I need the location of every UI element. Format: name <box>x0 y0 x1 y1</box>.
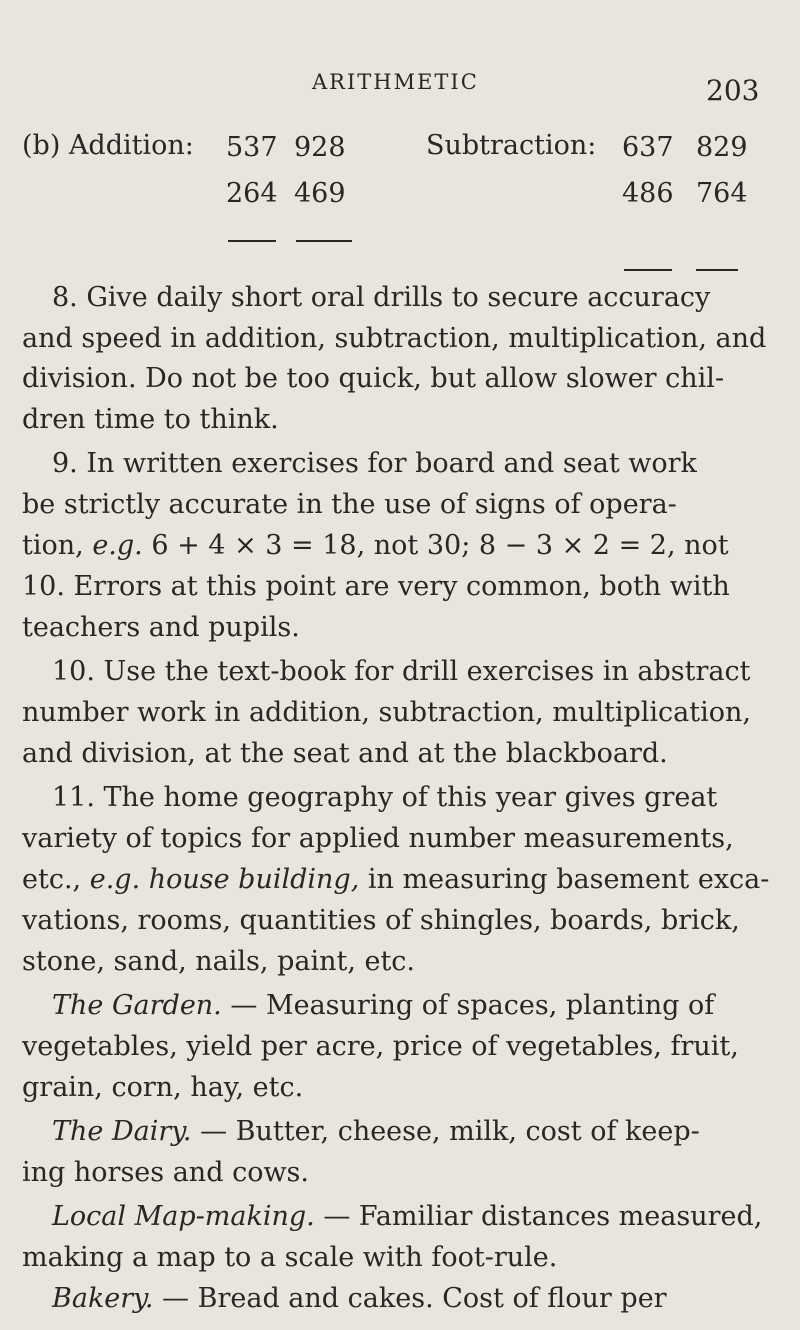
subtraction-rule-2 <box>696 269 738 271</box>
subtraction-label: Subtraction: <box>426 130 597 161</box>
subtraction-bottom-2: 764 <box>696 178 748 209</box>
addition-top-2: 928 <box>294 132 346 163</box>
addition-label: (b) Addition: <box>22 130 194 161</box>
text-line: stone, sand, nails, paint, etc. <box>22 946 416 977</box>
text-fragment: — Bread and cakes. Cost of flour per <box>162 1283 667 1314</box>
text-line: vations, rooms, quantities of shingles, boards, brick, <box>22 905 740 936</box>
subtraction-rule-1 <box>624 269 672 271</box>
subtraction-top-1: 637 <box>622 132 674 163</box>
text-line: number work in addition, subtraction, multiplication, <box>22 697 751 728</box>
text-line: division. Do not be too quick, but allow slower chil- <box>22 363 725 394</box>
text-fragment: — Familiar distances measured, <box>323 1201 763 1232</box>
text-line: teachers and pupils. <box>22 612 300 643</box>
addition-bottom-1: 264 <box>226 178 278 209</box>
text-line: and speed in addition, subtraction, multiplication, and <box>22 323 767 354</box>
italic-fragment: The Garden. <box>52 990 222 1021</box>
text-fragment: — Butter, cheese, milk, cost of keep- <box>200 1116 700 1147</box>
text-fragment: tion, <box>22 530 84 561</box>
text-line: vegetables, yield per acre, price of vegetables, fruit, <box>22 1031 739 1062</box>
text-line: 8. Give daily short oral drills to secure accuracy <box>52 282 711 313</box>
text-line: 9. In written exercises for board and seat work <box>52 448 697 479</box>
italic-fragment: Bakery. <box>52 1283 154 1314</box>
text-fragment: etc., <box>22 864 82 895</box>
text-line: dren time to think. <box>22 404 279 435</box>
text-line <box>22 530 729 561</box>
addition-rule-1 <box>228 240 276 242</box>
italic-fragment: e.g. house building, <box>89 864 360 895</box>
text-fragment: — Measuring of spaces, planting of <box>230 990 715 1021</box>
text-line: making a map to a scale with foot-rule. <box>22 1242 558 1273</box>
text-line: grain, corn, hay, etc. <box>22 1072 304 1103</box>
text-fragment: in measuring basement exca- <box>367 864 770 895</box>
text-fragment: 6 + 4 × 3 = 18, not 30; 8 − 3 × 2 = 2, not <box>151 530 729 561</box>
addition-top-1: 537 <box>226 132 278 163</box>
italic-fragment: The Dairy. <box>52 1116 192 1147</box>
text-line: 11. The home geography of this year gives great <box>52 782 718 813</box>
text-line: ing horses and cows. <box>22 1157 309 1188</box>
example-sums <box>0 124 800 274</box>
italic-fragment: Local Map-making. <box>52 1201 315 1232</box>
subtraction-top-2: 829 <box>696 132 748 163</box>
text-line: 10. Errors at this point are very common, both with <box>22 571 730 602</box>
text-line: variety of topics for applied number measurements, <box>22 823 734 854</box>
addition-rule-2 <box>296 240 352 242</box>
text-line <box>52 1283 667 1314</box>
running-title: ARITHMETIC <box>312 70 479 94</box>
page-number: 203 <box>706 74 760 107</box>
text-line <box>52 1201 762 1232</box>
subtraction-bottom-1: 486 <box>622 178 674 209</box>
italic-fragment: e.g. <box>92 530 143 561</box>
text-line: be strictly accurate in the use of signs of opera- <box>22 489 677 520</box>
text-line: and division, at the seat and at the blackboard. <box>22 738 668 769</box>
text-line <box>52 990 714 1021</box>
text-line <box>22 864 769 895</box>
text-line: 10. Use the text-book for drill exercises in abstract <box>52 656 751 687</box>
text-line <box>52 1116 700 1147</box>
addition-bottom-2: 469 <box>294 178 346 209</box>
